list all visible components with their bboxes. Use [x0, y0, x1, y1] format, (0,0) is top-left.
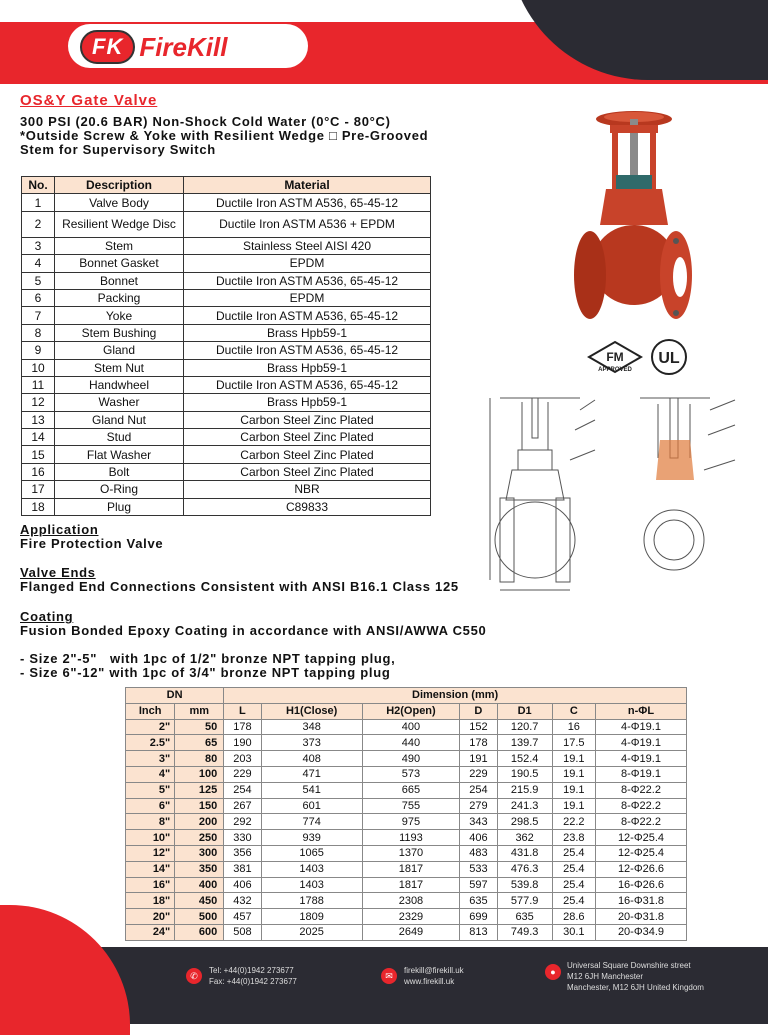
dimension-cell: 254	[224, 782, 261, 798]
size-mm: 250	[175, 830, 224, 846]
size-mm: 200	[175, 814, 224, 830]
dimension-cell: 23.8	[552, 830, 595, 846]
address-line: Manchester, M12 6JH United Kingdom	[567, 983, 704, 992]
dimension-cell: 406	[224, 877, 261, 893]
contact-email	[404, 965, 464, 987]
dimension-col-header: D	[460, 703, 497, 719]
size-inch: 18"	[126, 893, 175, 909]
materials-row	[22, 272, 431, 289]
dimension-cell: 476.3	[497, 861, 552, 877]
dimension-cell: 373	[261, 735, 362, 751]
dimension-cell: 20-Φ34.9	[595, 924, 686, 940]
dimension-row	[126, 830, 687, 846]
web-link[interactable]: www.firekill.uk	[404, 977, 455, 986]
subtitle-line: *Outside Screw & Yoke with Resilient Wedge □ Pre-Grooved	[20, 128, 429, 143]
dimension-cell: 2308	[362, 893, 460, 909]
dimension-cell: 229	[224, 766, 261, 782]
part-number: 3	[22, 237, 55, 254]
dimension-cell: 1370	[362, 845, 460, 861]
dimension-cell: 330	[224, 830, 261, 846]
materials-row	[22, 498, 431, 515]
materials-table	[21, 176, 431, 516]
coating-note: - Size 2"-5" with 1pc of 1/2" bronze NPT tapping plug,	[20, 651, 396, 666]
size-inch: 6"	[126, 798, 175, 814]
dimension-cell: 12-Φ25.4	[595, 830, 686, 846]
part-number: 15	[22, 446, 55, 463]
product-title: OS&Y Gate Valve	[20, 92, 158, 109]
part-number: 5	[22, 272, 55, 289]
dimension-row	[126, 766, 687, 782]
dimension-row	[126, 893, 687, 909]
dimension-row	[126, 924, 687, 940]
dimension-cell: 356	[224, 845, 261, 861]
group-header-dn: DN	[126, 688, 224, 704]
dimension-cell: 25.4	[552, 845, 595, 861]
size-inch: 8"	[126, 814, 175, 830]
part-description: Gland Nut	[55, 411, 184, 428]
dimension-cell: 440	[362, 735, 460, 751]
size-inch: 5"	[126, 782, 175, 798]
size-inch: 3"	[126, 751, 175, 767]
dimension-cell: 2329	[362, 909, 460, 925]
coating-note: - Size 6"-12" with 1pc of 3/4" bronze NPT tapping plug	[20, 665, 391, 680]
dimension-cell: 25.4	[552, 877, 595, 893]
materials-row	[22, 446, 431, 463]
dimension-cell: 2025	[261, 924, 362, 940]
dimension-cell: 362	[497, 830, 552, 846]
materials-row	[22, 289, 431, 306]
part-material: Ductile Iron ASTM A536, 65-45-12	[184, 376, 431, 393]
part-number: 8	[22, 324, 55, 341]
part-description: O-Ring	[55, 481, 184, 498]
size-inch: 24"	[126, 924, 175, 940]
part-number: 4	[22, 255, 55, 272]
application-text: Fire Protection Valve	[20, 536, 164, 551]
dimension-cell: 203	[224, 751, 261, 767]
dimension-cell: 12-Φ25.4	[595, 845, 686, 861]
part-number: 10	[22, 359, 55, 376]
valve-ends-heading: Valve Ends	[20, 565, 96, 580]
dimension-col-header: L	[224, 703, 261, 719]
dimension-cell: 22.2	[552, 814, 595, 830]
ul-listed-icon	[650, 338, 688, 376]
part-description: Washer	[55, 394, 184, 411]
part-description: Bolt	[55, 463, 184, 480]
materials-row	[22, 324, 431, 341]
email-link[interactable]: firekill@firekill.uk	[404, 966, 464, 975]
size-mm: 500	[175, 909, 224, 925]
dimension-cell: 1817	[362, 861, 460, 877]
dimension-cell: 16	[552, 719, 595, 735]
dimension-cell: 813	[460, 924, 497, 940]
coating-text: Fusion Bonded Epoxy Coating in accordance with ANSI/AWWA C550	[20, 623, 487, 638]
part-material: Ductile Iron ASTM A536, 65-45-12	[184, 272, 431, 289]
part-material: EPDM	[184, 289, 431, 306]
materials-row	[22, 463, 431, 480]
dimension-cell: 19.1	[552, 782, 595, 798]
valve-front-drawing	[630, 380, 750, 580]
group-header-dimension: Dimension (mm)	[224, 688, 687, 704]
size-mm: 300	[175, 845, 224, 861]
size-mm: 600	[175, 924, 224, 940]
brand-mark: FK	[80, 30, 135, 64]
dimension-cell: 17.5	[552, 735, 595, 751]
size-inch: 16"	[126, 877, 175, 893]
dimension-col-header: mm	[175, 703, 224, 719]
dimension-cell: 4-Φ19.1	[595, 719, 686, 735]
dimension-cell: 4-Φ19.1	[595, 751, 686, 767]
dimension-cell: 665	[362, 782, 460, 798]
part-number: 2	[22, 211, 55, 237]
phone-icon: ✆	[186, 968, 202, 984]
dimension-cell: 2649	[362, 924, 460, 940]
dimension-cell: 241.3	[497, 798, 552, 814]
materials-row	[22, 237, 431, 254]
dimension-cell: 16-Φ26.6	[595, 877, 686, 893]
size-mm: 50	[175, 719, 224, 735]
dimension-row	[126, 751, 687, 767]
dimensions-table	[125, 687, 687, 941]
dimension-row	[126, 798, 687, 814]
email-icon: ✉	[381, 968, 397, 984]
dimension-col-header: H2(Open)	[362, 703, 460, 719]
dimension-cell: 457	[224, 909, 261, 925]
dimension-cell: 178	[224, 719, 261, 735]
dimension-cell: 139.7	[497, 735, 552, 751]
part-number: 14	[22, 429, 55, 446]
fm-approved-icon	[585, 340, 645, 374]
dimension-row	[126, 814, 687, 830]
coating-heading: Coating	[20, 609, 74, 624]
size-mm: 450	[175, 893, 224, 909]
size-inch: 12"	[126, 845, 175, 861]
dimension-cell: 1193	[362, 830, 460, 846]
size-mm: 80	[175, 751, 224, 767]
dimension-cell: 432	[224, 893, 261, 909]
size-inch: 14"	[126, 861, 175, 877]
part-description: Packing	[55, 289, 184, 306]
dimension-cell: 755	[362, 798, 460, 814]
dimension-cell: 8-Φ22.2	[595, 782, 686, 798]
dimension-cell: 254	[460, 782, 497, 798]
dimension-cell: 8-Φ22.2	[595, 814, 686, 830]
dimension-cell: 190.5	[497, 766, 552, 782]
col-header-description: Description	[55, 177, 184, 194]
ul-label: UL	[658, 350, 680, 367]
size-inch: 4"	[126, 766, 175, 782]
product-subtitle	[20, 115, 480, 157]
dimension-cell: 190	[224, 735, 261, 751]
contact-phone	[209, 965, 297, 987]
dimension-cell: 191	[460, 751, 497, 767]
col-header-material: Material	[184, 177, 431, 194]
part-description: Resilient Wedge Disc	[55, 211, 184, 237]
dimension-cell: 19.1	[552, 798, 595, 814]
part-number: 6	[22, 289, 55, 306]
size-mm: 65	[175, 735, 224, 751]
size-inch: 2.5"	[126, 735, 175, 751]
dimension-cell: 975	[362, 814, 460, 830]
part-number: 17	[22, 481, 55, 498]
dimension-cell: 1065	[261, 845, 362, 861]
part-number: 18	[22, 498, 55, 515]
dimension-cell: 601	[261, 798, 362, 814]
brand-logo	[80, 29, 227, 65]
valve-photo	[572, 105, 697, 335]
materials-row	[22, 376, 431, 393]
part-description: Handwheel	[55, 376, 184, 393]
dimension-cell: 348	[261, 719, 362, 735]
part-description: Stud	[55, 429, 184, 446]
dimension-cell: 577.9	[497, 893, 552, 909]
part-description: Stem	[55, 237, 184, 254]
dimension-cell: 1809	[261, 909, 362, 925]
part-description: Stem Nut	[55, 359, 184, 376]
dimension-cell: 1403	[261, 877, 362, 893]
part-material: C89833	[184, 498, 431, 515]
dimension-cell: 30.1	[552, 924, 595, 940]
dimension-cell: 749.3	[497, 924, 552, 940]
materials-row	[22, 194, 431, 211]
dimension-cell: 152	[460, 719, 497, 735]
brand-name: FireKill	[139, 31, 228, 62]
part-material: Carbon Steel Zinc Plated	[184, 411, 431, 428]
dimension-cell: 541	[261, 782, 362, 798]
part-number: 12	[22, 394, 55, 411]
dimension-cell: 28.6	[552, 909, 595, 925]
dimension-cell: 381	[224, 861, 261, 877]
part-description: Yoke	[55, 307, 184, 324]
size-inch: 2"	[126, 719, 175, 735]
dimension-cell: 16-Φ31.8	[595, 893, 686, 909]
dimension-cell: 19.1	[552, 766, 595, 782]
part-description: Bonnet	[55, 272, 184, 289]
dimension-cell: 533	[460, 861, 497, 877]
dimension-cell: 508	[224, 924, 261, 940]
dimension-cell: 25.4	[552, 861, 595, 877]
dimension-cell: 4-Φ19.1	[595, 735, 686, 751]
dimension-row	[126, 861, 687, 877]
dimension-row	[126, 719, 687, 735]
dimensions-group-row	[126, 688, 687, 704]
dimension-row	[126, 877, 687, 893]
part-number: 1	[22, 194, 55, 211]
dimension-cell: 20-Φ31.8	[595, 909, 686, 925]
size-mm: 400	[175, 877, 224, 893]
dimension-cell: 699	[460, 909, 497, 925]
dimension-cell: 1788	[261, 893, 362, 909]
dimension-cell: 939	[261, 830, 362, 846]
dimension-cell: 1403	[261, 861, 362, 877]
dimension-row	[126, 782, 687, 798]
valve-side-drawing	[470, 380, 615, 600]
dimension-cell: 635	[460, 893, 497, 909]
dimension-row	[126, 735, 687, 751]
dimension-col-header: Inch	[126, 703, 175, 719]
col-header-no: No.	[22, 177, 55, 194]
dimensions-body	[126, 719, 687, 940]
dimension-cell: 25.4	[552, 893, 595, 909]
materials-row	[22, 394, 431, 411]
dimension-cell: 471	[261, 766, 362, 782]
contact-address	[567, 960, 704, 993]
application-heading: Application	[20, 522, 99, 537]
footer-red-shape	[0, 905, 130, 1035]
part-description: Flat Washer	[55, 446, 184, 463]
location-pin-icon: ●	[545, 964, 561, 980]
part-number: 9	[22, 342, 55, 359]
dimension-cell: 406	[460, 830, 497, 846]
size-mm: 100	[175, 766, 224, 782]
part-number: 11	[22, 376, 55, 393]
dimensions-header-row	[126, 703, 687, 719]
application-section	[20, 523, 163, 551]
dimension-cell: 152.4	[497, 751, 552, 767]
materials-row	[22, 342, 431, 359]
dimension-cell: 19.1	[552, 751, 595, 767]
dimension-cell: 1817	[362, 877, 460, 893]
address-line: M12 6JH Manchester	[567, 972, 644, 981]
dimension-col-header: D1	[497, 703, 552, 719]
dimension-cell: 635	[497, 909, 552, 925]
dimension-row	[126, 909, 687, 925]
size-inch: 10"	[126, 830, 175, 846]
materials-row	[22, 211, 431, 237]
dimension-cell: 431.8	[497, 845, 552, 861]
dimension-cell: 267	[224, 798, 261, 814]
part-material: Carbon Steel Zinc Plated	[184, 463, 431, 480]
dimension-cell: 8-Φ19.1	[595, 766, 686, 782]
dimension-cell: 483	[460, 845, 497, 861]
tel-text: Tel: +44(0)1942 273677	[209, 966, 294, 975]
dimension-cell: 298.5	[497, 814, 552, 830]
dimension-cell: 215.9	[497, 782, 552, 798]
dimension-cell: 292	[224, 814, 261, 830]
part-material: Brass Hpb59-1	[184, 324, 431, 341]
materials-row	[22, 429, 431, 446]
dimension-col-header: H1(Close)	[261, 703, 362, 719]
coating-section	[20, 610, 486, 680]
materials-body	[22, 194, 431, 516]
dimension-col-header: C	[552, 703, 595, 719]
materials-row	[22, 411, 431, 428]
dimension-col-header: n-ΦL	[595, 703, 686, 719]
part-material: EPDM	[184, 255, 431, 272]
part-material: Carbon Steel Zinc Plated	[184, 446, 431, 463]
size-mm: 125	[175, 782, 224, 798]
dimension-cell: 539.8	[497, 877, 552, 893]
dimension-cell: 12-Φ26.6	[595, 861, 686, 877]
materials-header-row	[22, 177, 431, 194]
part-number: 13	[22, 411, 55, 428]
part-description: Bonnet Gasket	[55, 255, 184, 272]
dimension-cell: 573	[362, 766, 460, 782]
part-material: Ductile Iron ASTM A536, 65-45-12	[184, 307, 431, 324]
subtitle-line: Stem for Supervisory Switch	[20, 142, 216, 157]
part-material: Ductile Iron ASTM A536 + EPDM	[184, 211, 431, 237]
materials-row	[22, 481, 431, 498]
size-mm: 350	[175, 861, 224, 877]
dimension-cell: 279	[460, 798, 497, 814]
part-material: Carbon Steel Zinc Plated	[184, 429, 431, 446]
size-mm: 150	[175, 798, 224, 814]
part-material: NBR	[184, 481, 431, 498]
part-material: Brass Hpb59-1	[184, 359, 431, 376]
dimension-cell: 597	[460, 877, 497, 893]
dimension-cell: 178	[460, 735, 497, 751]
part-number: 7	[22, 307, 55, 324]
materials-row	[22, 307, 431, 324]
dimension-cell: 229	[460, 766, 497, 782]
fm-sublabel: APPROVED	[598, 367, 632, 373]
materials-row	[22, 255, 431, 272]
part-description: Stem Bushing	[55, 324, 184, 341]
dimension-row	[126, 845, 687, 861]
part-material: Stainless Steel AISI 420	[184, 237, 431, 254]
part-material: Brass Hpb59-1	[184, 394, 431, 411]
dimension-cell: 8-Φ22.2	[595, 798, 686, 814]
dimension-cell: 408	[261, 751, 362, 767]
valve-ends-text: Flanged End Connections Consistent with ANSI B16.1 Class 125	[20, 579, 459, 594]
part-number: 16	[22, 463, 55, 480]
fm-label: FM	[606, 350, 624, 364]
part-description: Gland	[55, 342, 184, 359]
valve-ends-section	[20, 566, 459, 594]
materials-row	[22, 359, 431, 376]
dimension-cell: 490	[362, 751, 460, 767]
fax-text: Fax: +44(0)1942 273677	[209, 977, 297, 986]
dimension-cell: 400	[362, 719, 460, 735]
address-line: Universal Square Downshire street	[567, 961, 691, 970]
subtitle-line: 300 PSI (20.6 BAR) Non-Shock Cold Water (0°C - 80°C)	[20, 114, 391, 129]
part-material: Ductile Iron ASTM A536, 65-45-12	[184, 342, 431, 359]
dimension-cell: 120.7	[497, 719, 552, 735]
part-material: Ductile Iron ASTM A536, 65-45-12	[184, 194, 431, 211]
size-inch: 20"	[126, 909, 175, 925]
dimension-cell: 343	[460, 814, 497, 830]
part-description: Plug	[55, 498, 184, 515]
dimension-cell: 774	[261, 814, 362, 830]
part-description: Valve Body	[55, 194, 184, 211]
